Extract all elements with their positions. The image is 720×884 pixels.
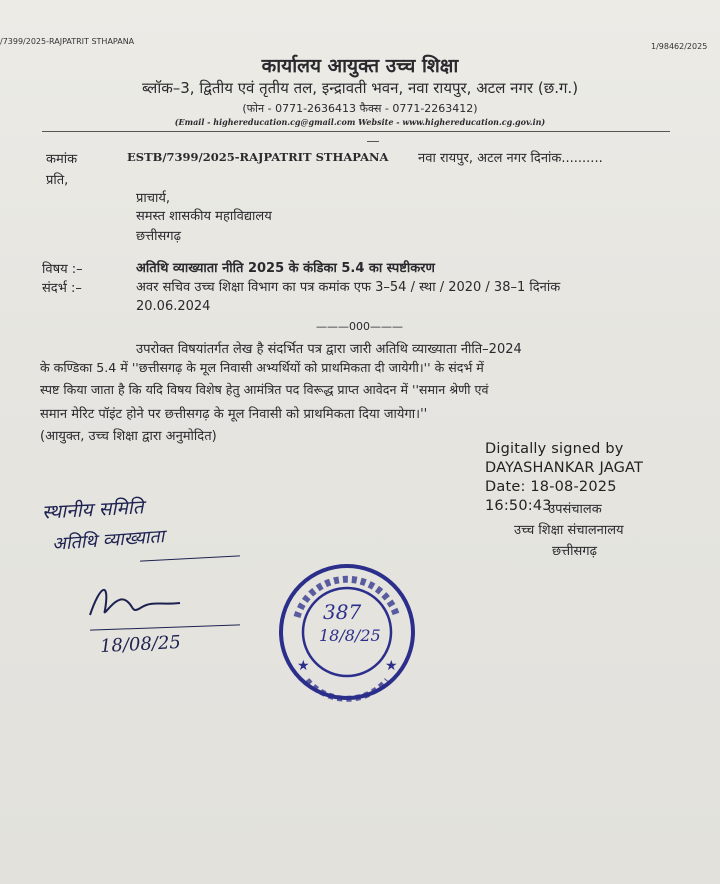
stamp-date: 18/8/25 [319,626,381,645]
body-line5: (आयुक्त, उच्च शिक्षा द्वारा अनुमोदित) [40,429,217,444]
office-title: कार्यालय आयुक्त उच्च शिक्षा [261,55,459,77]
header-rule [42,131,670,132]
reference-date: 20.06.2024 [136,299,211,314]
subject-text: अतिथि व्याख्याता नीति 2025 के कंडिका 5.4 का स्पष्टीकरण [136,261,435,276]
handwritten-note2: अतिथि व्याख्याता [51,526,166,555]
ref-tick [367,141,379,142]
office-address: ब्लॉक–3, द्वितीय एवं तृतीय तल, इन्द्रावती भवन, नवा रायपुर, अटल नगर (छ.ग.) [141,79,579,97]
handwritten-underline [140,555,240,561]
corner-ref-right: 1/98462/2025 [651,42,708,51]
subject-label: विषय :– [42,262,83,277]
svg-text:★: ★ [297,658,310,674]
initials-underline [90,624,240,630]
svg-text:★: ★ [385,658,398,674]
body-line2: के कण्डिका 5.4 में ''छत्तीसगढ़ के मूल निवासी अभ्यर्थियों को प्राथमिकता दी जायेगी।'' के संदर्भ में [40,360,484,375]
reference-label: संदर्भ :– [42,281,82,296]
to-line3: छत्तीसगढ़ [136,229,181,244]
college-seal [277,562,417,702]
office-email: (Email - highereducation.cg@gmail.com Website - www.highereducation.cg.gov.in) [174,117,546,127]
ref-label: कमांक [46,152,78,167]
sig-line3: Date: 18-08-2025 [485,479,617,495]
to-label: प्रति, [46,173,69,188]
handwritten-initials [80,575,190,625]
divider: ———000——— [316,320,403,333]
sig-line2: DAYASHANKAR JAGAT [485,460,644,476]
stamp-number: 387 [323,600,362,624]
sig-line1: Digitally signed by [485,441,624,457]
sig-dept: उच्च शिक्षा संचालनालय [514,523,624,538]
sig-line4: 16:50:43 [485,498,552,514]
reference-text: अवर सचिव उच्च शिक्षा विभाग का पत्र कमांक एफ 3–54 / स्था / 2020 / 38–1 दिनांक [136,280,561,295]
sig-designation: उपसंचालक [548,502,602,517]
handwritten-note1: स्थानीय समिति [41,496,145,524]
ref-number: ESTB/7399/2025-RAJPATRIT STHAPANA [127,150,389,164]
place-date: नवा रायपुर, अटल नगर दिनांक.......... [418,151,603,166]
corner-ref-left: /7399/2025-RAJPATRIT STHAPANA [0,37,135,46]
to-line1: प्राचार्य, [136,191,171,206]
office-phone: (फोन - 0771-2636413 फैक्स - 0771-2263412) [242,102,478,115]
body-line1: उपरोक्त विषयांतर्गत लेख है संदर्भित पत्र द्वारा जारी अतिथि व्याख्याता नीति–2024 [136,342,522,357]
handwritten-date: 18/08/25 [99,631,182,658]
body-line4: समान मेरिट पॉइंट होने पर छत्तीसगढ़ के मूल निवासी को प्राथमिकता दिया जायेगा।'' [40,407,428,422]
sig-state: छत्तीसगढ़ [552,544,597,559]
body-line3: स्पष्ट किया जाता है कि यदि विषय विशेष हेतु आमंत्रित पद विरूद्ध प्राप्त आवेदन में ''समान श्रेणी एवं [40,382,489,397]
to-line2: समस्त शासकीय महाविद्यालय [136,209,272,224]
